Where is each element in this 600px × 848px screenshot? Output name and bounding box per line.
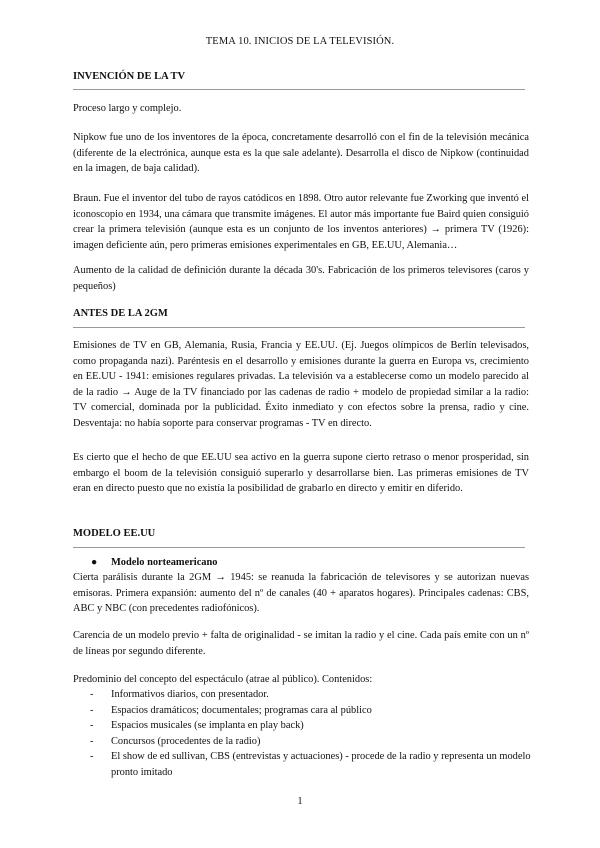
heading-modelo: MODELO EE.UU	[73, 528, 156, 539]
paragraph: Aumento de la calidad de definición durante la década 30's. Fabricación de los primeros televisores (caros y pequeños)	[73, 265, 529, 292]
content-list	[73, 687, 533, 781]
dash-icon: -	[90, 704, 94, 716]
paragraph: Carencia de un modelo previo + falta de originalidad - se imitan la radio y el cine. Cada país emite con un nº de líneas por segundo diferente.	[73, 630, 529, 657]
bullet-text: Modelo norteamericano	[111, 557, 218, 568]
dash-icon: -	[90, 751, 94, 763]
paragraph: Emisiones de TV en GB, Alemania, Rusia, Francia y EE.UU. (Ej. Juegos olímpicos de Berlín televisados, como propaganda nazi). Paréntesis en el desarrollo y emisiones durante la guerra en Europa vs, crecimiento en EE.UU - 1941: emisiones regulares privadas. La televisión va a establecerse como un modelo parecido al de la radio → Auge de la TV financiado por las cadenas de radio + modelo de propiedad similar a la radio: TV comercial, dominada por la publicidad. Éxito inmediato y con efectos sobre la prensa, radio y cine. Desventaja: no había soporte para conservar programas - TV en directo.	[73, 340, 529, 429]
list-item: - El show de ed sullivan, CBS (entrevistas y actuaciones) - procede de la radio y representa un modelo pronto imitado	[90, 751, 531, 778]
bullet-icon: ●	[91, 557, 98, 568]
paragraph: Braun. Fue el inventor del tubo de rayos catódicos en 1898. Otro autor relevante fue Zworking que inventó el iconoscopio en 1934, una cámara que transmite imágenes. El autor más importante fue Baird quien consiguió crear la primera televisión (aunque esta es un conjunto de los inventos anteriores) → primera TV (1926): imagen deficiente aún, pero primeras emisiones experimentales en GB, EE.UU, Alemania…	[73, 193, 529, 251]
paragraph: Nipkow fue uno de los inventores de la época, concretamente desarrolló con el fin de la televisión mecánica (diferente de la electrónica, aunque esta es la que sale adelante). Desarrolla el disco de Nipkow (continuidad en la imagen, de baja calidad).	[73, 132, 529, 175]
page-number: 1	[297, 796, 303, 807]
list-item: - Concursos (procedentes de la radio)	[73, 734, 533, 750]
paragraph: Cierta parálisis durante la 2GM → 1945: se reanuda la fabricación de televisores y se autorizan nuevas emisoras. Primera expansión: aumento del nº de canales (40 + aparatos hogares). Principales cadenas: CBS, ABC y NBC (con precedentes radiofónicos).	[73, 572, 529, 615]
dash-icon: -	[90, 720, 94, 732]
document-title: TEMA 10. INICIOS DE LA TELEVISIÓN.	[205, 36, 395, 47]
paragraph: Predominio del concepto del espectáculo (atrae al público). Contenidos:	[73, 674, 373, 685]
bullet-item	[91, 555, 217, 571]
paragraph: Proceso largo y complejo.	[73, 103, 182, 114]
dash-icon: -	[90, 689, 94, 700]
list-item: - Informativos diarios, con presentador.	[73, 687, 533, 703]
paragraph: Es cierto que el hecho de que EE.UU sea activo en la guerra supone cierto retraso o menor prosperidad, sin embargo el boom de la televisión consiguió superarlo y desarrollarse bien. Las primeras emisiones de TV eran en directo puesto que no existía la posibilidad de grabarlo en directo y emitir en diferido.	[73, 452, 529, 495]
heading-antes: ANTES DE LA 2GM	[73, 308, 168, 319]
heading-rule	[73, 547, 525, 548]
dash-icon: -	[90, 735, 94, 747]
heading-rule	[73, 327, 525, 328]
list-item: - Espacios dramáticos; documentales; programas cara al público	[73, 703, 533, 719]
list-item: - Espacios musicales (se implanta en play back)	[73, 718, 533, 734]
heading-invencion: INVENCIÓN DE LA TV	[73, 71, 186, 82]
heading-rule	[73, 89, 525, 90]
